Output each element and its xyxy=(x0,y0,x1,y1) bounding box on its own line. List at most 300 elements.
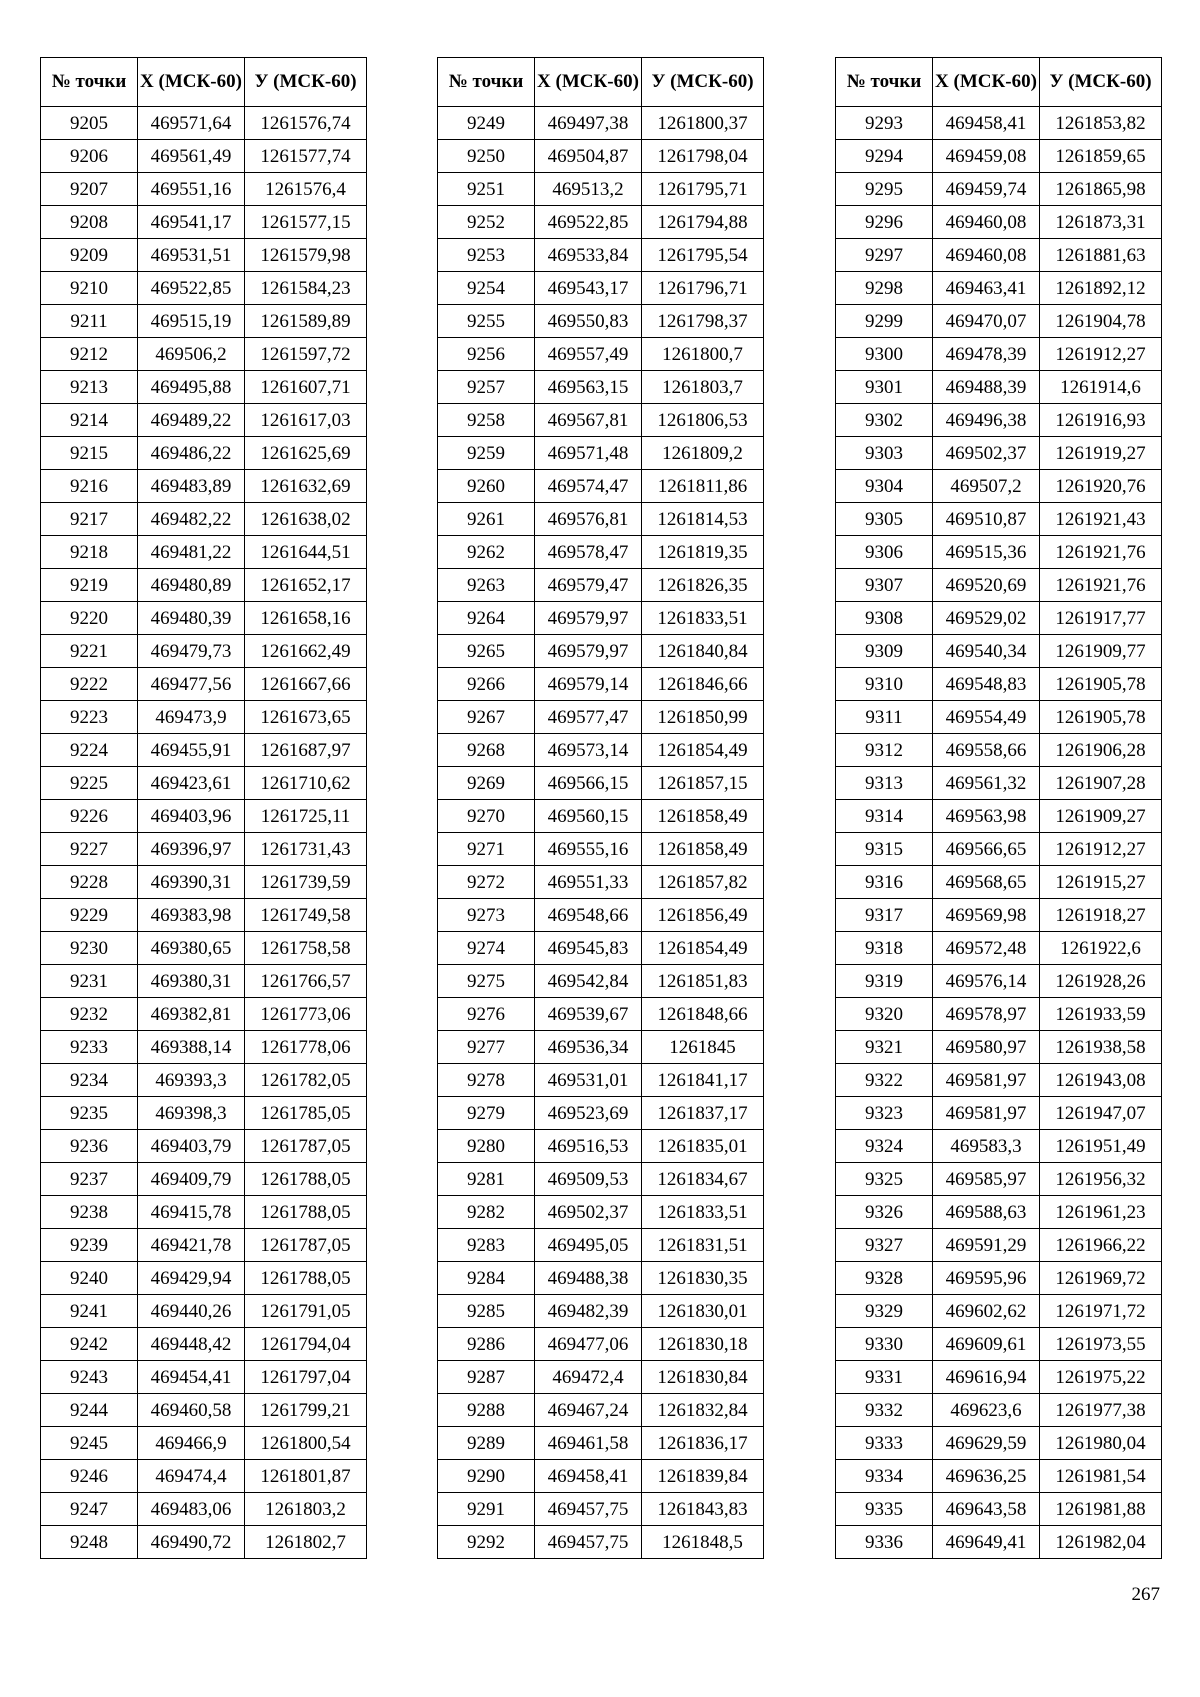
x-coordinate-cell: 469510,87 xyxy=(933,503,1040,536)
x-coordinate-cell: 469415,78 xyxy=(138,1196,245,1229)
table-row xyxy=(41,1493,367,1526)
coordinate-table-3 xyxy=(835,57,1162,1559)
y-coordinate-cell: 1261607,71 xyxy=(245,371,367,404)
x-coordinate-cell: 469398,3 xyxy=(138,1097,245,1130)
x-coordinate-cell: 469561,32 xyxy=(933,767,1040,800)
header-x-coordinate: X (МСК-60) xyxy=(933,58,1040,107)
y-coordinate-cell: 1261687,97 xyxy=(245,734,367,767)
x-coordinate-cell: 469531,51 xyxy=(138,239,245,272)
x-coordinate-cell: 469554,49 xyxy=(933,701,1040,734)
table-row xyxy=(836,899,1162,932)
x-coordinate-cell: 469580,97 xyxy=(933,1031,1040,1064)
point-number-cell: 9310 xyxy=(836,668,933,701)
y-coordinate-cell: 1261798,04 xyxy=(642,140,764,173)
table-row xyxy=(41,1031,367,1064)
x-coordinate-cell: 469579,97 xyxy=(535,602,642,635)
x-coordinate-cell: 469579,97 xyxy=(535,635,642,668)
y-coordinate-cell: 1261905,78 xyxy=(1040,701,1162,734)
table-row xyxy=(438,1493,764,1526)
table-row xyxy=(438,1526,764,1559)
point-number-cell: 9268 xyxy=(438,734,535,767)
y-coordinate-cell: 1261791,05 xyxy=(245,1295,367,1328)
point-number-cell: 9239 xyxy=(41,1229,138,1262)
y-coordinate-cell: 1261839,84 xyxy=(642,1460,764,1493)
table-row xyxy=(438,932,764,965)
y-coordinate-cell: 1261859,65 xyxy=(1040,140,1162,173)
point-number-cell: 9213 xyxy=(41,371,138,404)
table-row xyxy=(836,1130,1162,1163)
point-number-cell: 9304 xyxy=(836,470,933,503)
y-coordinate-cell: 1261918,27 xyxy=(1040,899,1162,932)
point-number-cell: 9280 xyxy=(438,1130,535,1163)
y-coordinate-cell: 1261956,32 xyxy=(1040,1163,1162,1196)
x-coordinate-cell: 469466,9 xyxy=(138,1427,245,1460)
y-coordinate-cell: 1261826,35 xyxy=(642,569,764,602)
table-row xyxy=(836,932,1162,965)
point-number-cell: 9206 xyxy=(41,140,138,173)
point-number-cell: 9207 xyxy=(41,173,138,206)
point-number-cell: 9305 xyxy=(836,503,933,536)
table-row xyxy=(41,338,367,371)
point-number-cell: 9316 xyxy=(836,866,933,899)
table-row xyxy=(836,1262,1162,1295)
header-x-coordinate: X (МСК-60) xyxy=(535,58,642,107)
x-coordinate-cell: 469583,3 xyxy=(933,1130,1040,1163)
y-coordinate-cell: 1261840,84 xyxy=(642,635,764,668)
point-number-cell: 9277 xyxy=(438,1031,535,1064)
table-row xyxy=(438,833,764,866)
point-number-cell: 9230 xyxy=(41,932,138,965)
x-coordinate-cell: 469566,15 xyxy=(535,767,642,800)
point-number-cell: 9258 xyxy=(438,404,535,437)
y-coordinate-cell: 1261830,84 xyxy=(642,1361,764,1394)
point-number-cell: 9294 xyxy=(836,140,933,173)
x-coordinate-cell: 469522,85 xyxy=(138,272,245,305)
x-coordinate-cell: 469636,25 xyxy=(933,1460,1040,1493)
x-coordinate-cell: 469489,22 xyxy=(138,404,245,437)
point-number-cell: 9322 xyxy=(836,1064,933,1097)
point-number-cell: 9328 xyxy=(836,1262,933,1295)
table-row xyxy=(438,1295,764,1328)
y-coordinate-cell: 1261971,72 xyxy=(1040,1295,1162,1328)
point-number-cell: 9333 xyxy=(836,1427,933,1460)
x-coordinate-cell: 469380,65 xyxy=(138,932,245,965)
point-number-cell: 9229 xyxy=(41,899,138,932)
table-row xyxy=(836,701,1162,734)
table-row xyxy=(836,404,1162,437)
point-number-cell: 9291 xyxy=(438,1493,535,1526)
point-number-cell: 9233 xyxy=(41,1031,138,1064)
x-coordinate-cell: 469459,08 xyxy=(933,140,1040,173)
table-row xyxy=(836,206,1162,239)
y-coordinate-cell: 1261806,53 xyxy=(642,404,764,437)
y-coordinate-cell: 1261980,04 xyxy=(1040,1427,1162,1460)
table-body xyxy=(836,107,1162,1559)
table-row xyxy=(438,1361,764,1394)
y-coordinate-cell: 1261667,66 xyxy=(245,668,367,701)
x-coordinate-cell: 469403,96 xyxy=(138,800,245,833)
y-coordinate-cell: 1261833,51 xyxy=(642,602,764,635)
point-number-cell: 9235 xyxy=(41,1097,138,1130)
y-coordinate-cell: 1261848,66 xyxy=(642,998,764,1031)
table-header xyxy=(41,58,367,107)
y-coordinate-cell: 1261796,71 xyxy=(642,272,764,305)
y-coordinate-cell: 1261858,49 xyxy=(642,800,764,833)
x-coordinate-cell: 469463,41 xyxy=(933,272,1040,305)
point-number-cell: 9209 xyxy=(41,239,138,272)
x-coordinate-cell: 469581,97 xyxy=(933,1064,1040,1097)
table-row xyxy=(438,503,764,536)
y-coordinate-cell: 1261579,98 xyxy=(245,239,367,272)
y-coordinate-cell: 1261617,03 xyxy=(245,404,367,437)
point-number-cell: 9212 xyxy=(41,338,138,371)
x-coordinate-cell: 469502,37 xyxy=(933,437,1040,470)
point-number-cell: 9317 xyxy=(836,899,933,932)
point-number-cell: 9242 xyxy=(41,1328,138,1361)
y-coordinate-cell: 1261846,66 xyxy=(642,668,764,701)
x-coordinate-cell: 469478,39 xyxy=(933,338,1040,371)
point-number-cell: 9295 xyxy=(836,173,933,206)
y-coordinate-cell: 1261797,04 xyxy=(245,1361,367,1394)
x-coordinate-cell: 469477,56 xyxy=(138,668,245,701)
y-coordinate-cell: 1261912,27 xyxy=(1040,338,1162,371)
table-row xyxy=(438,1394,764,1427)
point-number-cell: 9270 xyxy=(438,800,535,833)
y-coordinate-cell: 1261917,77 xyxy=(1040,602,1162,635)
table-row xyxy=(41,701,367,734)
point-number-cell: 9244 xyxy=(41,1394,138,1427)
point-number-cell: 9326 xyxy=(836,1196,933,1229)
point-number-cell: 9308 xyxy=(836,602,933,635)
y-coordinate-cell: 1261576,74 xyxy=(245,107,367,140)
y-coordinate-cell: 1261905,78 xyxy=(1040,668,1162,701)
y-coordinate-cell: 1261892,12 xyxy=(1040,272,1162,305)
table-row xyxy=(836,1460,1162,1493)
point-number-cell: 9335 xyxy=(836,1493,933,1526)
table-row xyxy=(836,1295,1162,1328)
y-coordinate-cell: 1261857,82 xyxy=(642,866,764,899)
table-row xyxy=(836,569,1162,602)
point-number-cell: 9297 xyxy=(836,239,933,272)
table-row xyxy=(438,1262,764,1295)
x-coordinate-cell: 469616,94 xyxy=(933,1361,1040,1394)
table-row xyxy=(41,734,367,767)
point-number-cell: 9284 xyxy=(438,1262,535,1295)
point-number-cell: 9330 xyxy=(836,1328,933,1361)
table-row xyxy=(41,998,367,1031)
table-row xyxy=(438,1460,764,1493)
point-number-cell: 9208 xyxy=(41,206,138,239)
table-row xyxy=(836,503,1162,536)
y-coordinate-cell: 1261928,26 xyxy=(1040,965,1162,998)
table-row xyxy=(41,932,367,965)
y-coordinate-cell: 1261832,84 xyxy=(642,1394,764,1427)
table-row xyxy=(836,173,1162,206)
coordinate-table-2 xyxy=(437,57,764,1559)
y-coordinate-cell: 1261658,16 xyxy=(245,602,367,635)
table-row xyxy=(836,107,1162,140)
x-coordinate-cell: 469555,16 xyxy=(535,833,642,866)
table-row xyxy=(836,635,1162,668)
point-number-cell: 9218 xyxy=(41,536,138,569)
y-coordinate-cell: 1261788,05 xyxy=(245,1262,367,1295)
y-coordinate-cell: 1261981,88 xyxy=(1040,1493,1162,1526)
table-row xyxy=(41,107,367,140)
x-coordinate-cell: 469473,9 xyxy=(138,701,245,734)
y-coordinate-cell: 1261961,23 xyxy=(1040,1196,1162,1229)
table-row xyxy=(836,1097,1162,1130)
y-coordinate-cell: 1261881,63 xyxy=(1040,239,1162,272)
table-row xyxy=(836,536,1162,569)
table-row xyxy=(41,866,367,899)
point-number-cell: 9217 xyxy=(41,503,138,536)
point-number-cell: 9301 xyxy=(836,371,933,404)
x-coordinate-cell: 469393,3 xyxy=(138,1064,245,1097)
y-coordinate-cell: 1261652,17 xyxy=(245,569,367,602)
y-coordinate-cell: 1261802,7 xyxy=(245,1526,367,1559)
point-number-cell: 9257 xyxy=(438,371,535,404)
point-number-cell: 9325 xyxy=(836,1163,933,1196)
point-number-cell: 9273 xyxy=(438,899,535,932)
x-coordinate-cell: 469520,69 xyxy=(933,569,1040,602)
y-coordinate-cell: 1261782,05 xyxy=(245,1064,367,1097)
point-number-cell: 9210 xyxy=(41,272,138,305)
page-number: 267 xyxy=(1131,1584,1160,1605)
y-coordinate-cell: 1261982,04 xyxy=(1040,1526,1162,1559)
table-row xyxy=(836,1196,1162,1229)
point-number-cell: 9249 xyxy=(438,107,535,140)
point-number-cell: 9306 xyxy=(836,536,933,569)
table-row xyxy=(836,239,1162,272)
x-coordinate-cell: 469515,19 xyxy=(138,305,245,338)
y-coordinate-cell: 1261644,51 xyxy=(245,536,367,569)
y-coordinate-cell: 1261577,15 xyxy=(245,206,367,239)
y-coordinate-cell: 1261577,74 xyxy=(245,140,367,173)
table-row xyxy=(836,140,1162,173)
x-coordinate-cell: 469488,38 xyxy=(535,1262,642,1295)
y-coordinate-cell: 1261916,93 xyxy=(1040,404,1162,437)
point-number-cell: 9274 xyxy=(438,932,535,965)
x-coordinate-cell: 469479,73 xyxy=(138,635,245,668)
x-coordinate-cell: 469571,64 xyxy=(138,107,245,140)
table-row xyxy=(41,1262,367,1295)
point-number-cell: 9300 xyxy=(836,338,933,371)
header-point-number: № точки xyxy=(41,58,138,107)
table-row xyxy=(41,1394,367,1427)
y-coordinate-cell: 1261907,28 xyxy=(1040,767,1162,800)
table-row xyxy=(836,767,1162,800)
table-row xyxy=(438,569,764,602)
x-coordinate-cell: 469578,47 xyxy=(535,536,642,569)
y-coordinate-cell: 1261848,5 xyxy=(642,1526,764,1559)
table-row xyxy=(41,899,367,932)
y-coordinate-cell: 1261843,83 xyxy=(642,1493,764,1526)
point-number-cell: 9315 xyxy=(836,833,933,866)
y-coordinate-cell: 1261947,07 xyxy=(1040,1097,1162,1130)
y-coordinate-cell: 1261800,37 xyxy=(642,107,764,140)
table-row xyxy=(41,239,367,272)
x-coordinate-cell: 469496,38 xyxy=(933,404,1040,437)
header-y-coordinate: У (МСК-60) xyxy=(1040,58,1162,107)
x-coordinate-cell: 469516,53 xyxy=(535,1130,642,1163)
x-coordinate-cell: 469573,14 xyxy=(535,734,642,767)
x-coordinate-cell: 469579,47 xyxy=(535,569,642,602)
point-number-cell: 9279 xyxy=(438,1097,535,1130)
table-row xyxy=(836,866,1162,899)
x-coordinate-cell: 469448,42 xyxy=(138,1328,245,1361)
x-coordinate-cell: 469504,87 xyxy=(535,140,642,173)
x-coordinate-cell: 469578,97 xyxy=(933,998,1040,1031)
point-number-cell: 9299 xyxy=(836,305,933,338)
table-row xyxy=(438,635,764,668)
x-coordinate-cell: 469458,41 xyxy=(535,1460,642,1493)
table-row xyxy=(836,734,1162,767)
point-number-cell: 9215 xyxy=(41,437,138,470)
x-coordinate-cell: 469533,84 xyxy=(535,239,642,272)
table-row xyxy=(438,305,764,338)
point-number-cell: 9314 xyxy=(836,800,933,833)
y-coordinate-cell: 1261856,49 xyxy=(642,899,764,932)
y-coordinate-cell: 1261834,67 xyxy=(642,1163,764,1196)
table-row xyxy=(836,998,1162,1031)
table-row xyxy=(438,668,764,701)
table-row xyxy=(41,1295,367,1328)
point-number-cell: 9261 xyxy=(438,503,535,536)
y-coordinate-cell: 1261933,59 xyxy=(1040,998,1162,1031)
y-coordinate-cell: 1261857,15 xyxy=(642,767,764,800)
header-y-coordinate: У (МСК-60) xyxy=(245,58,367,107)
y-coordinate-cell: 1261778,06 xyxy=(245,1031,367,1064)
table-row xyxy=(836,668,1162,701)
table-row xyxy=(41,602,367,635)
point-number-cell: 9227 xyxy=(41,833,138,866)
table-row xyxy=(41,536,367,569)
point-number-cell: 9267 xyxy=(438,701,535,734)
point-number-cell: 9336 xyxy=(836,1526,933,1559)
point-number-cell: 9238 xyxy=(41,1196,138,1229)
x-coordinate-cell: 469539,67 xyxy=(535,998,642,1031)
table-row xyxy=(836,1394,1162,1427)
x-coordinate-cell: 469548,83 xyxy=(933,668,1040,701)
x-coordinate-cell: 469477,06 xyxy=(535,1328,642,1361)
table-row xyxy=(41,1163,367,1196)
x-coordinate-cell: 469581,97 xyxy=(933,1097,1040,1130)
table-row xyxy=(41,1130,367,1163)
y-coordinate-cell: 1261800,54 xyxy=(245,1427,367,1460)
x-coordinate-cell: 469457,75 xyxy=(535,1493,642,1526)
point-number-cell: 9303 xyxy=(836,437,933,470)
y-coordinate-cell: 1261915,27 xyxy=(1040,866,1162,899)
point-number-cell: 9224 xyxy=(41,734,138,767)
point-number-cell: 9241 xyxy=(41,1295,138,1328)
table-row xyxy=(438,206,764,239)
y-coordinate-cell: 1261966,22 xyxy=(1040,1229,1162,1262)
point-number-cell: 9252 xyxy=(438,206,535,239)
y-coordinate-cell: 1261841,17 xyxy=(642,1064,764,1097)
coordinate-table-1 xyxy=(40,57,367,1559)
table-row xyxy=(41,503,367,536)
y-coordinate-cell: 1261831,51 xyxy=(642,1229,764,1262)
x-coordinate-cell: 469531,01 xyxy=(535,1064,642,1097)
point-number-cell: 9262 xyxy=(438,536,535,569)
x-coordinate-cell: 469481,22 xyxy=(138,536,245,569)
x-coordinate-cell: 469574,47 xyxy=(535,470,642,503)
y-coordinate-cell: 1261830,01 xyxy=(642,1295,764,1328)
x-coordinate-cell: 469497,38 xyxy=(535,107,642,140)
table-row xyxy=(438,965,764,998)
table-row xyxy=(41,140,367,173)
table-row xyxy=(41,470,367,503)
x-coordinate-cell: 469629,59 xyxy=(933,1427,1040,1460)
table-row xyxy=(836,1361,1162,1394)
x-coordinate-cell: 469474,4 xyxy=(138,1460,245,1493)
x-coordinate-cell: 469460,58 xyxy=(138,1394,245,1427)
table-row xyxy=(41,272,367,305)
y-coordinate-cell: 1261814,53 xyxy=(642,503,764,536)
y-coordinate-cell: 1261788,05 xyxy=(245,1196,367,1229)
y-coordinate-cell: 1261854,49 xyxy=(642,932,764,965)
y-coordinate-cell: 1261909,77 xyxy=(1040,635,1162,668)
y-coordinate-cell: 1261830,35 xyxy=(642,1262,764,1295)
x-coordinate-cell: 469576,81 xyxy=(535,503,642,536)
y-coordinate-cell: 1261837,17 xyxy=(642,1097,764,1130)
point-number-cell: 9283 xyxy=(438,1229,535,1262)
x-coordinate-cell: 469461,58 xyxy=(535,1427,642,1460)
table-row xyxy=(438,1064,764,1097)
table-row xyxy=(438,173,764,206)
y-coordinate-cell: 1261785,05 xyxy=(245,1097,367,1130)
x-coordinate-cell: 469649,41 xyxy=(933,1526,1040,1559)
table-body xyxy=(438,107,764,1559)
x-coordinate-cell: 469602,62 xyxy=(933,1295,1040,1328)
table-row xyxy=(438,800,764,833)
y-coordinate-cell: 1261803,7 xyxy=(642,371,764,404)
x-coordinate-cell: 469458,41 xyxy=(933,107,1040,140)
y-coordinate-cell: 1261584,23 xyxy=(245,272,367,305)
point-number-cell: 9228 xyxy=(41,866,138,899)
y-coordinate-cell: 1261725,11 xyxy=(245,800,367,833)
table-row xyxy=(438,404,764,437)
x-coordinate-cell: 469488,39 xyxy=(933,371,1040,404)
x-coordinate-cell: 469482,22 xyxy=(138,503,245,536)
table-row xyxy=(438,701,764,734)
point-number-cell: 9285 xyxy=(438,1295,535,1328)
point-number-cell: 9278 xyxy=(438,1064,535,1097)
point-number-cell: 9309 xyxy=(836,635,933,668)
table-row xyxy=(41,800,367,833)
y-coordinate-cell: 1261710,62 xyxy=(245,767,367,800)
point-number-cell: 9296 xyxy=(836,206,933,239)
y-coordinate-cell: 1261597,72 xyxy=(245,338,367,371)
x-coordinate-cell: 469383,98 xyxy=(138,899,245,932)
y-coordinate-cell: 1261865,98 xyxy=(1040,173,1162,206)
x-coordinate-cell: 469467,24 xyxy=(535,1394,642,1427)
x-coordinate-cell: 469542,84 xyxy=(535,965,642,998)
x-coordinate-cell: 469543,17 xyxy=(535,272,642,305)
point-number-cell: 9223 xyxy=(41,701,138,734)
point-number-cell: 9324 xyxy=(836,1130,933,1163)
table-row xyxy=(41,1361,367,1394)
table-row xyxy=(438,107,764,140)
table-row xyxy=(438,272,764,305)
y-coordinate-cell: 1261853,82 xyxy=(1040,107,1162,140)
y-coordinate-cell: 1261921,76 xyxy=(1040,569,1162,602)
table-row xyxy=(438,1229,764,1262)
point-number-cell: 9222 xyxy=(41,668,138,701)
point-number-cell: 9321 xyxy=(836,1031,933,1064)
x-coordinate-cell: 469529,02 xyxy=(933,602,1040,635)
x-coordinate-cell: 469541,17 xyxy=(138,206,245,239)
